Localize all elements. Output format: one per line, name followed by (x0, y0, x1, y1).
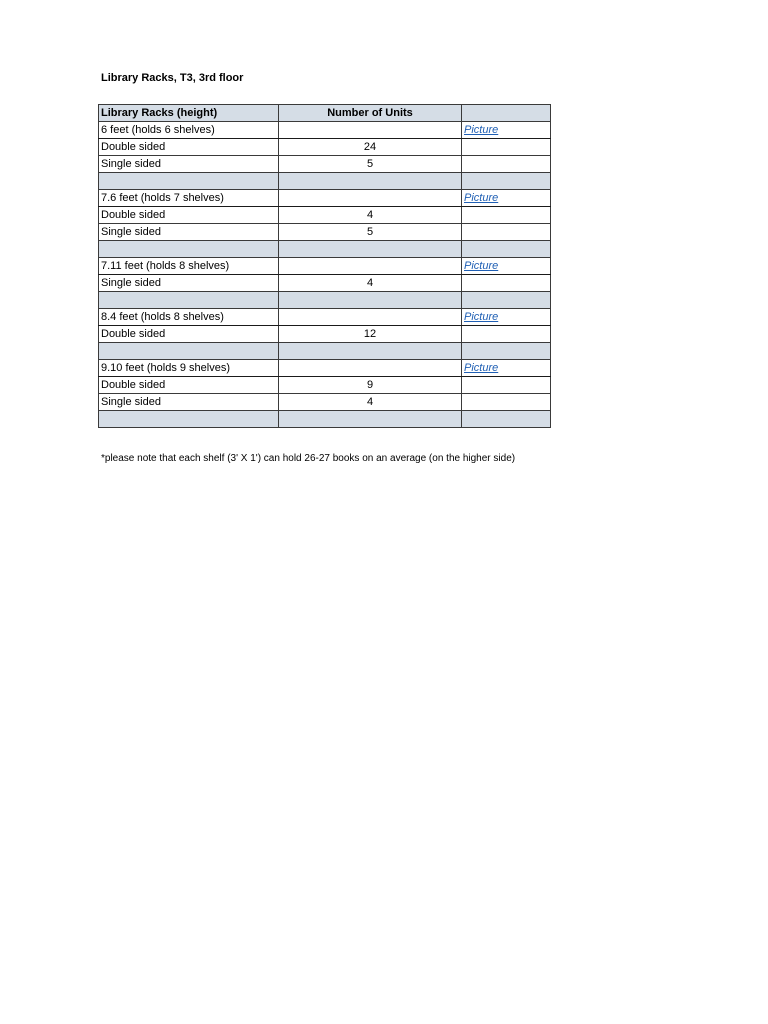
spacer-cell (462, 292, 551, 309)
section-row (99, 122, 551, 139)
picture-cell (462, 190, 551, 207)
spacer-cell (99, 173, 279, 190)
table-row (99, 156, 551, 173)
section-units (279, 360, 462, 377)
section-units (279, 122, 462, 139)
unit-count: 12 (279, 326, 462, 343)
spacer-cell (462, 173, 551, 190)
spacer-cell (99, 343, 279, 360)
spacer-row (99, 411, 551, 428)
section-units (279, 258, 462, 275)
unit-count: 24 (279, 139, 462, 156)
library-racks-table (98, 104, 551, 428)
empty-cell (462, 326, 551, 343)
spacer-cell (279, 343, 462, 360)
section-row (99, 190, 551, 207)
empty-cell (462, 156, 551, 173)
picture-link[interactable]: Picture (464, 192, 499, 204)
empty-cell (462, 377, 551, 394)
table-row (99, 377, 551, 394)
section-units (279, 309, 462, 326)
rack-type: Single sided (99, 275, 279, 292)
section-label: 8.4 feet (holds 8 shelves) (99, 309, 279, 326)
spacer-cell (99, 292, 279, 309)
rack-type: Single sided (99, 224, 279, 241)
rack-type: Double sided (99, 139, 279, 156)
picture-link[interactable]: Picture (464, 124, 499, 136)
spacer-row (99, 343, 551, 360)
section-row (99, 360, 551, 377)
spacer-row (99, 292, 551, 309)
picture-link[interactable]: Picture (464, 311, 499, 323)
picture-cell (462, 309, 551, 326)
empty-cell (462, 207, 551, 224)
spacer-cell (99, 241, 279, 258)
section-label: 6 feet (holds 6 shelves) (99, 122, 279, 139)
unit-count: 4 (279, 275, 462, 292)
rack-type: Single sided (99, 394, 279, 411)
spacer-cell (279, 173, 462, 190)
section-label: 9.10 feet (holds 9 shelves) (99, 360, 279, 377)
footnote: *please note that each shelf (3' X 1') can hold 26-27 books on an average (on the higher side) (101, 453, 516, 464)
empty-cell (462, 275, 551, 292)
empty-cell (462, 394, 551, 411)
spacer-cell (462, 241, 551, 258)
picture-cell (462, 360, 551, 377)
table-row (99, 275, 551, 292)
table-row (99, 326, 551, 343)
spacer-cell (279, 241, 462, 258)
section-units (279, 190, 462, 207)
picture-link[interactable]: Picture (464, 362, 499, 374)
rack-type: Double sided (99, 326, 279, 343)
unit-count: 9 (279, 377, 462, 394)
picture-cell (462, 122, 551, 139)
section-label: 7.6 feet (holds 7 shelves) (99, 190, 279, 207)
table-header-row (99, 105, 551, 122)
spacer-cell (462, 411, 551, 428)
empty-cell (462, 139, 551, 156)
table-body (99, 122, 551, 428)
spacer-row (99, 173, 551, 190)
table-row (99, 224, 551, 241)
unit-count: 4 (279, 207, 462, 224)
unit-count: 4 (279, 394, 462, 411)
spacer-cell (99, 411, 279, 428)
rack-type: Double sided (99, 207, 279, 224)
picture-cell (462, 258, 551, 275)
section-row (99, 309, 551, 326)
spacer-cell (279, 411, 462, 428)
rack-type: Single sided (99, 156, 279, 173)
rack-type: Double sided (99, 377, 279, 394)
section-label: 7.11 feet (holds 8 shelves) (99, 258, 279, 275)
table-row (99, 139, 551, 156)
unit-count: 5 (279, 224, 462, 241)
picture-link[interactable]: Picture (464, 260, 499, 272)
page-title: Library Racks, T3, 3rd floor (101, 72, 244, 84)
header-number-of-units: Number of Units (279, 105, 462, 122)
spacer-row (99, 241, 551, 258)
header-picture (462, 105, 551, 122)
table-row (99, 207, 551, 224)
section-row (99, 258, 551, 275)
empty-cell (462, 224, 551, 241)
spacer-cell (462, 343, 551, 360)
table-row (99, 394, 551, 411)
unit-count: 5 (279, 156, 462, 173)
spacer-cell (279, 292, 462, 309)
header-rack-height: Library Racks (height) (99, 105, 279, 122)
